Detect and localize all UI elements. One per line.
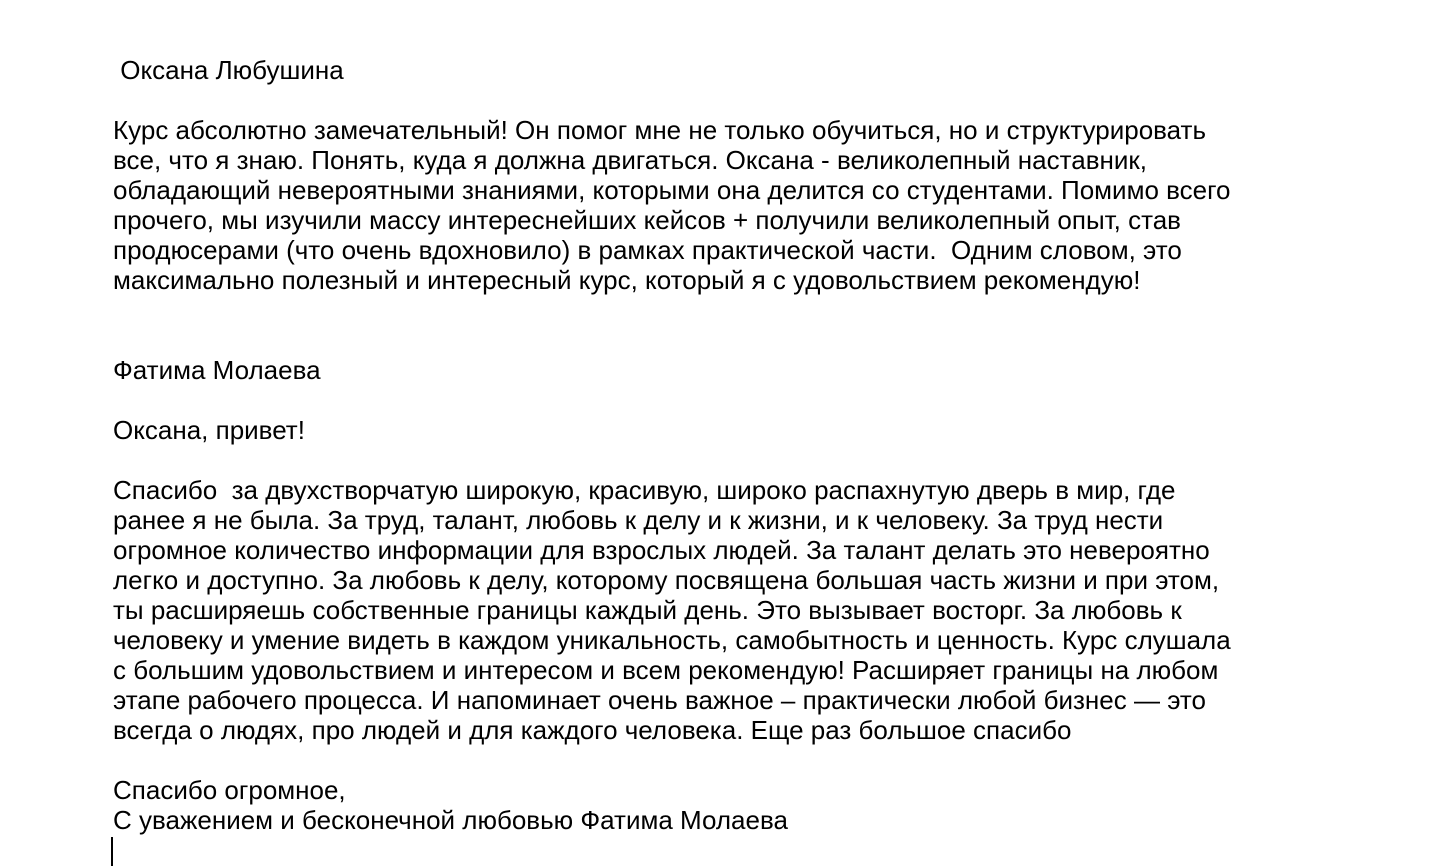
- review2-greeting: Оксана, привет!: [113, 415, 305, 445]
- review2-text-line: этапе рабочего процесса. И напоминает очень важное – практически любой бизнес — это: [113, 685, 1206, 715]
- blank-line: [113, 445, 1353, 475]
- review2-text-line: огромное количество информации для взрослых людей. За талант делать это невероятно: [113, 535, 1210, 565]
- review1-author: Оксана Любушина: [113, 55, 344, 85]
- review1-text-line: все, что я знаю. Понять, куда я должна двигаться. Оксана - великолепный наставник,: [113, 145, 1147, 175]
- blank-line: [113, 385, 1353, 415]
- review2-text-line: ранее я не была. За труд, талант, любовь к делу и к жизни, и к человеку. За труд нести: [113, 505, 1164, 535]
- review2-signature: С уважением и бесконечной любовью Фатима Молаева: [113, 805, 788, 835]
- review2-text-line: Спасибо за двухстворчатую широкую, красивую, широко распахнутую дверь в мир, где: [113, 475, 1176, 505]
- blank-line: [113, 295, 1353, 325]
- review1-text-line: обладающий невероятными знаниями, которыми она делится со студентами. Помимо всего: [113, 175, 1231, 205]
- review2-author: Фатима Молаева: [113, 355, 321, 385]
- review1-text-line: продюсерами (что очень вдохновило) в рамках практической части. Одним словом, это: [113, 235, 1182, 265]
- document-body[interactable]: [113, 55, 1353, 835]
- review1-text-line: Курс абсолютно замечательный! Он помог мне не только обучиться, но и структурировать: [113, 115, 1207, 145]
- blank-line: [113, 85, 1353, 115]
- review1-text-line: прочего, мы изучили массу интереснейших кейсов + получили великолепный опыт, став: [113, 205, 1181, 235]
- review2-closing: Спасибо огромное,: [113, 775, 346, 805]
- review2-text-line: человеку и умение видеть в каждом уникальность, самобытность и ценность. Курс слушала: [113, 625, 1231, 655]
- blank-line: [113, 745, 1353, 775]
- review2-text-line: с большим удовольствием и интересом и всем рекомендую! Расширяет границы на любом: [113, 655, 1219, 685]
- review1-text-line: максимально полезный и интересный курс, который я с удовольствием рекомендую!: [113, 265, 1141, 295]
- text-cursor: [111, 837, 113, 866]
- review2-text-line: легко и доступно. За любовь к делу, которому посвящена большая часть жизни и при этом,: [113, 565, 1220, 595]
- blank-line: [113, 325, 1353, 355]
- review2-text-line: всегда о людях, про людей и для каждого человека. Еще раз большое спасибо: [113, 715, 1072, 745]
- review2-text-line: ты расширяешь собственные границы каждый день. Это вызывает восторг. За любовь к: [113, 595, 1182, 625]
